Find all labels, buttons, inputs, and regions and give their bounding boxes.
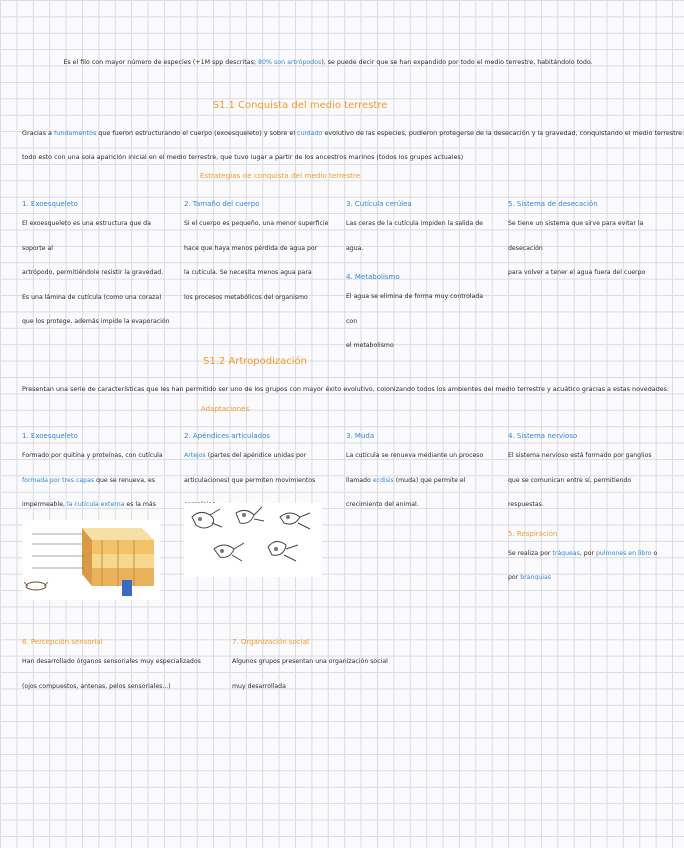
- strategy-heading: 5. Sistema de desecación: [508, 200, 598, 208]
- strategy-heading: 4. Metabolismo: [346, 273, 400, 281]
- adaptation-column-3: 3. Muda La cutícula se renueva mediante un proceso llamado ecdisis (muda) que permite el crecimiento del animal.: [346, 428, 496, 518]
- strategy-column-1: 1. Exoesqueleto El exoesqueleto es una estructura que da soporte al artrópodo, permitiéndole resistir la gravedad. Es una lámina de cutícula (como una coraza) que los protege, además impide la evaporación: [22, 196, 172, 335]
- adaptation-heading: 5. Respiración: [508, 529, 558, 538]
- strategy-column-2: 2. Tamaño del cuerpo Si el cuerpo es pequeño, una menor superficie hace que haya menos pérdida de agua por la cutícula. Se necesita menos agua para los procesos metabólicos del organismo: [184, 196, 334, 310]
- adaptation-column-2: 2. Apéndices articulados Artejos (partes del apéndice unidas por articulaciones) que permiten movimientos: [184, 428, 334, 518]
- adaptation-heading: 6. Percepción sensorial: [22, 638, 103, 646]
- strategy-heading: 2. Tamaño del cuerpo: [184, 200, 260, 208]
- section-2-subtitle: Adaptaciones: [200, 404, 250, 413]
- adaptation-heading: 1. Exoesqueleto: [22, 432, 78, 440]
- intro-paragraph: [0, 53, 656, 73]
- strategy-column-4: 5. Sistema de desecación Se tiene un sistema que sirve para evitar la desecación para volver a tener el agua fuera del cuerpo: [508, 196, 658, 286]
- section-1-paragraph-2: todo esto con una sola aparición inicial en el medio terrestre, que tuvo lugar a partir de los ancestros marinos (todos los grupos actuales): [22, 153, 464, 161]
- section-1-paragraph-1: Gracias a fundamentos que fueron estructurando el cuerpo (exoesqueleto) y sobre el cuidado evolutivo de las especies, pudieron protegerse de la desecación y la gravedad, conquistando el medio terrestre:: [22, 129, 684, 137]
- adaptation-heading: 7. Organización social: [232, 638, 309, 646]
- adaptation-heading: 3. Muda: [346, 432, 375, 440]
- appendages-image: [184, 503, 322, 577]
- section-2-intro: Presentan una serie de características que les han permitido ser uno de los grupos con mayor éxito evolutivo, colonizando todos los ambientes del medio terrestre y acuático gracias a estas novedades:: [22, 385, 670, 393]
- appendages-sketch-icon: [184, 503, 322, 577]
- adaptation-column-7: 7. Organización social Algunos grupos presentan una organización social muy desarrollada: [232, 634, 432, 699]
- strategy-heading: 1. Exoesqueleto: [22, 200, 78, 208]
- cuticle-diagram-icon: [22, 520, 160, 600]
- adaptation-heading: 4. Sistema nervioso: [508, 432, 578, 440]
- strategy-column-3: 3. Cutícula cerúlea Las ceras de la cutícula impiden la salida de agua. 4. Metabolismo El agua se elimina de forma muy controlada con el metabolismo: [346, 196, 496, 359]
- section-2-title: S1.2 Artropodización: [202, 356, 307, 367]
- cuticle-layers-image: [22, 520, 160, 600]
- adaptation-heading: 2. Apéndices articulados: [184, 432, 271, 440]
- intro-text-end: ), se puede decir que se han expandido por todo el medio terrestre, habitándolo todo.: [321, 59, 593, 66]
- section-1-title: S1.1 Conquista del medio terrestre: [212, 100, 388, 111]
- strategy-heading: 3. Cutícula cerúlea: [346, 200, 412, 208]
- adaptation-column-4: 4. Sistema nervioso El sistema nervioso está formado por ganglios que se comunican entre sí, permitiendo respuestas. 5. Respiración Se realiza por tráqueas, por pulmones en libro o por branquias: [508, 428, 658, 591]
- adaptation-column-6: 6. Percepción sensorial Han desarrollado órganos sensoriales muy especializados (ojos compuestos, antenas, pelos sensoriales...): [22, 634, 222, 699]
- intro-text: Es el filo con mayor número de especies (+1M spp descritas;: [63, 59, 258, 66]
- section-1-subtitle: Estrategias de conquista del medio terrestre: [199, 171, 361, 180]
- intro-highlight: 80% son artrópodos: [257, 59, 322, 66]
- adaptation-column-1: 1. Exoesqueleto Formado por quitina y proteínas, con cutícula formada por tres capas que se renueva, es impermeable, la cutícula externa es la más: [22, 428, 172, 542]
